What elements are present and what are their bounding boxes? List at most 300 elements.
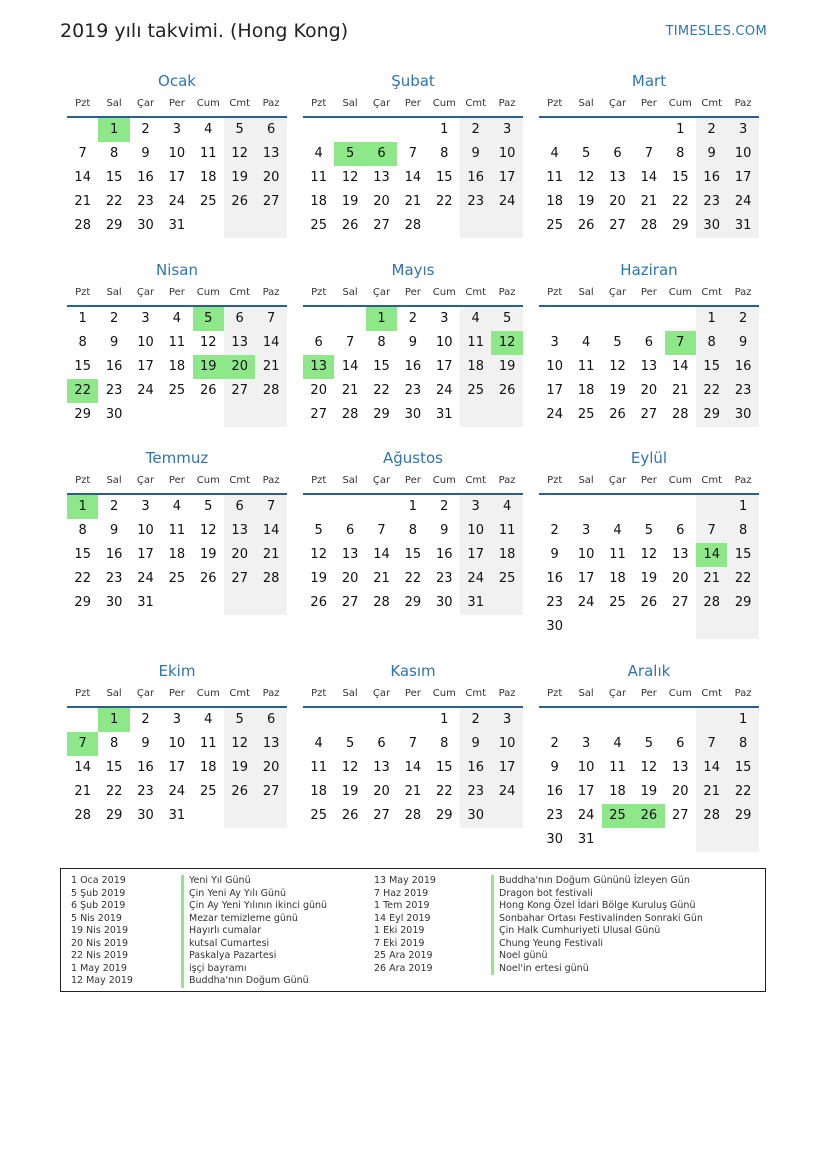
weekday-label: Pzt	[311, 98, 327, 109]
empty-cell	[397, 118, 428, 142]
empty-cell	[429, 214, 460, 238]
weekend-cell: 16	[696, 166, 727, 190]
legend-holiday-name: Çin Ay Yeni Yılının ikinci günü	[181, 900, 327, 913]
legend-date: 19 Nis 2019	[71, 925, 128, 936]
day-cell: 7	[408, 736, 418, 751]
weekday-label: Cmt	[465, 98, 487, 109]
weekend-cell: 10	[460, 519, 491, 543]
day-cell: 23	[105, 383, 123, 398]
day-cell: 2	[109, 499, 119, 514]
day-cell: 24	[577, 595, 595, 610]
weekday-label: Sal	[578, 98, 594, 109]
day-cell: 29	[373, 407, 390, 422]
legend-date: 13 May 2019	[374, 875, 436, 886]
day-cell: 27	[373, 218, 390, 233]
weekend-cell: 11	[491, 519, 522, 543]
day-cell: 29	[672, 218, 689, 233]
day-cell: 30	[546, 619, 563, 634]
day-cell: 7	[345, 335, 355, 350]
legend-date: 7 Eki 2019	[374, 937, 425, 949]
day-cell: 10	[577, 547, 595, 562]
day-cell: 17	[436, 359, 453, 374]
legend-date: 1 Eki 2019	[374, 925, 425, 936]
weekend-cell: 5	[224, 708, 255, 732]
weekend-cell: 21	[255, 355, 286, 379]
empty-cell	[67, 708, 98, 732]
weekend-cell: 15	[696, 355, 727, 379]
month-name: Aralık	[627, 662, 671, 680]
day-cell: 20	[373, 194, 390, 209]
weekend-cell: 29	[727, 591, 758, 615]
day-cell: 28	[74, 218, 91, 233]
holiday-cell: 5	[334, 142, 365, 166]
empty-cell	[602, 828, 633, 852]
day-cell: 10	[137, 335, 154, 350]
day-cell: 12	[310, 547, 327, 562]
weekend-cell: 17	[460, 543, 491, 567]
weekend-cell: 27	[224, 567, 255, 591]
weekend-cell: 19	[224, 166, 255, 190]
empty-weekend-cell	[255, 214, 286, 238]
day-cell: 28	[373, 595, 390, 610]
empty-cell	[665, 828, 696, 852]
weekend-cell: 13	[224, 519, 255, 543]
day-cell: 26	[310, 595, 327, 610]
empty-weekend-cell	[491, 804, 522, 828]
day-cell: 3	[172, 122, 182, 137]
empty-cell	[397, 708, 428, 732]
weekday-label: Paz	[734, 287, 752, 298]
day-cell: 18	[546, 194, 563, 209]
weekday-label: Cmt	[465, 287, 487, 298]
day-cell: 9	[141, 146, 150, 161]
weekend-cell: 30	[727, 403, 758, 427]
day-cell: 12	[200, 335, 217, 350]
day-cell: 29	[105, 808, 123, 823]
empty-weekend-cell	[224, 591, 255, 615]
day-cell: 25	[609, 595, 626, 610]
day-cell: 6	[676, 523, 685, 538]
weekday-label: Sal	[578, 475, 594, 486]
empty-cell	[665, 615, 696, 639]
day-cell: 9	[141, 736, 150, 751]
day-cell: 4	[314, 146, 323, 161]
day-cell: 18	[200, 760, 217, 775]
month-name: Nisan	[156, 261, 198, 279]
day-cell: 6	[345, 523, 355, 538]
weekend-cell: 5	[224, 118, 255, 142]
day-cell: 17	[577, 571, 595, 586]
weekday-label: Sal	[578, 287, 594, 298]
day-cell: 29	[105, 218, 123, 233]
day-cell: 30	[105, 595, 123, 610]
holiday-cell: 12	[491, 331, 522, 355]
day-cell: 15	[105, 760, 123, 775]
day-cell: 3	[141, 499, 150, 514]
day-cell: 30	[404, 407, 422, 422]
day-cell: 16	[137, 170, 154, 185]
page-title: 2019 yılı takvimi. (Hong Kong)	[60, 20, 349, 42]
weekend-cell: 7	[255, 307, 286, 331]
weekday-label: Per	[404, 688, 421, 699]
weekend-cell: 3	[460, 495, 491, 519]
weekday-label: Cum	[668, 98, 692, 109]
legend-names-left	[181, 875, 327, 988]
day-cell: 2	[550, 523, 559, 538]
day-cell: 18	[310, 194, 327, 209]
day-cell: 16	[404, 359, 422, 374]
weekend-cell: 26	[224, 780, 255, 804]
weekday-label: Pzt	[547, 98, 563, 109]
weekday-label: Per	[404, 287, 421, 298]
day-cell: 17	[168, 760, 186, 775]
day-cell: 14	[341, 359, 359, 374]
day-cell: 12	[341, 760, 359, 775]
day-cell: 5	[314, 523, 323, 538]
day-cell: 13	[609, 170, 626, 185]
weekday-label: Cum	[668, 688, 692, 699]
empty-weekend-cell	[696, 495, 727, 519]
day-cell: 8	[676, 146, 685, 161]
weekend-cell: 12	[224, 142, 255, 166]
weekday-label: Pzt	[311, 287, 327, 298]
weekend-cell: 5	[491, 307, 522, 331]
day-cell: 12	[609, 359, 626, 374]
day-cell: 17	[168, 170, 186, 185]
weekend-cell: 31	[727, 214, 758, 238]
weekday-label: Paz	[734, 98, 752, 109]
weekday-label: Pzt	[75, 287, 91, 298]
day-cell: 20	[672, 784, 689, 799]
legend-holiday-name: Noel'in ertesi günü	[491, 963, 703, 976]
weekday-label: Pzt	[75, 475, 91, 486]
weekend-cell: 19	[491, 355, 522, 379]
weekday-label: Çar	[136, 287, 155, 298]
day-cell: 21	[404, 784, 422, 799]
day-cell: 30	[105, 407, 123, 422]
empty-cell	[193, 591, 224, 615]
day-cell: 1	[440, 122, 449, 137]
weekday-label: Per	[640, 287, 657, 298]
holiday-cell: 22	[67, 379, 98, 403]
month-name: Haziran	[620, 261, 678, 279]
empty-cell	[303, 708, 334, 732]
weekday-label: Per	[640, 475, 657, 486]
day-cell: 7	[644, 146, 654, 161]
holiday-cell: 26	[633, 804, 664, 828]
day-cell: 15	[436, 170, 453, 185]
day-cell: 13	[640, 359, 658, 374]
weekend-cell: 7	[696, 732, 727, 756]
day-cell: 2	[440, 499, 449, 514]
day-cell: 17	[137, 547, 154, 562]
legend-holiday-name: Paskalya Pazartesi	[181, 950, 327, 963]
empty-cell	[665, 708, 696, 732]
weekend-cell: 14	[255, 519, 286, 543]
day-cell: 19	[609, 383, 626, 398]
day-cell: 27	[341, 595, 359, 610]
empty-cell	[633, 615, 664, 639]
weekend-cell: 28	[696, 591, 727, 615]
day-cell: 21	[373, 571, 390, 586]
empty-weekend-cell	[727, 615, 758, 639]
day-cell: 6	[644, 335, 654, 350]
weekday-label: Per	[404, 98, 421, 109]
day-cell: 28	[640, 218, 658, 233]
day-cell: 14	[404, 760, 422, 775]
weekend-cell: 18	[460, 355, 491, 379]
day-cell: 30	[137, 808, 154, 823]
day-cell: 26	[200, 571, 217, 586]
day-cell: 20	[609, 194, 626, 209]
holiday-cell: 7	[665, 331, 696, 355]
weekday-label: Sal	[106, 287, 122, 298]
day-cell: 12	[200, 523, 217, 538]
day-cell: 4	[172, 311, 182, 326]
empty-cell	[303, 307, 334, 331]
day-cell: 10	[168, 146, 186, 161]
day-cell: 9	[550, 547, 559, 562]
weekday-label: Cmt	[701, 688, 723, 699]
day-cell: 3	[581, 523, 591, 538]
holiday-cell: 20	[224, 355, 255, 379]
day-cell: 4	[314, 736, 323, 751]
empty-weekend-cell	[491, 591, 522, 615]
weekend-cell: 16	[460, 756, 491, 780]
day-cell: 12	[341, 170, 359, 185]
weekend-cell: 23	[727, 379, 758, 403]
weekday-label: Sal	[342, 475, 358, 486]
empty-cell	[665, 495, 696, 519]
day-cell: 15	[105, 170, 123, 185]
weekend-cell: 13	[255, 732, 286, 756]
day-cell: 18	[310, 784, 327, 799]
weekday-label: Cmt	[701, 287, 723, 298]
weekend-cell: 25	[491, 567, 522, 591]
weekday-label: Sal	[106, 475, 122, 486]
day-cell: 8	[78, 335, 87, 350]
day-cell: 24	[436, 383, 453, 398]
holiday-cell: 1	[366, 307, 397, 331]
day-cell: 28	[341, 407, 359, 422]
weekend-cell: 1	[727, 708, 758, 732]
weekday-label: Çar	[608, 287, 627, 298]
day-cell: 8	[78, 523, 87, 538]
day-cell: 19	[640, 571, 658, 586]
weekend-cell: 23	[460, 780, 491, 804]
day-cell: 4	[581, 335, 591, 350]
day-cell: 18	[200, 170, 217, 185]
weekday-label: Per	[640, 98, 657, 109]
day-cell: 12	[577, 170, 595, 185]
weekend-cell: 15	[727, 543, 758, 567]
legend-holiday-name: Hong Kong Özel İdari Bölge Kuruluş Günü	[491, 900, 703, 913]
weekday-label: Pzt	[547, 287, 563, 298]
empty-cell	[570, 495, 601, 519]
day-cell: 15	[404, 547, 422, 562]
day-cell: 14	[404, 170, 422, 185]
day-cell: 2	[109, 311, 119, 326]
weekday-label: Pzt	[547, 475, 563, 486]
weekday-label: Sal	[342, 98, 358, 109]
empty-weekend-cell	[224, 804, 255, 828]
day-cell: 22	[436, 784, 453, 799]
empty-cell	[193, 804, 224, 828]
weekday-label: Cum	[668, 287, 692, 298]
day-cell: 28	[74, 808, 91, 823]
empty-cell	[539, 118, 570, 142]
day-cell: 5	[345, 736, 355, 751]
day-cell: 4	[550, 146, 559, 161]
weekend-cell: 24	[727, 190, 758, 214]
weekday-label: Pzt	[547, 688, 563, 699]
day-cell: 20	[310, 383, 327, 398]
day-cell: 16	[137, 760, 154, 775]
weekday-label: Paz	[262, 98, 280, 109]
holiday-legend	[60, 868, 766, 992]
weekend-cell: 17	[491, 756, 522, 780]
empty-weekend-cell	[491, 403, 522, 427]
weekend-cell: 28	[255, 567, 286, 591]
legend-date: 14 Eyl 2019	[374, 912, 431, 924]
day-cell: 9	[440, 523, 449, 538]
legend-holiday-name: Mezar temizleme günü	[181, 913, 327, 926]
weekend-cell: 22	[727, 780, 758, 804]
weekday-label: Sal	[106, 98, 122, 109]
weekend-cell: 15	[727, 756, 758, 780]
weekend-cell: 30	[696, 214, 727, 238]
weekend-cell: 6	[255, 708, 286, 732]
day-cell: 22	[105, 194, 123, 209]
weekday-label: Çar	[608, 688, 627, 699]
day-cell: 2	[141, 122, 150, 137]
weekend-cell: 11	[460, 331, 491, 355]
legend-date: 26 Ara 2019	[374, 962, 433, 974]
day-cell: 26	[200, 383, 217, 398]
weekday-label: Per	[404, 475, 421, 486]
day-cell: 6	[314, 335, 323, 350]
weekend-cell: 31	[460, 591, 491, 615]
day-cell: 3	[172, 712, 182, 727]
day-cell: 27	[672, 595, 689, 610]
weekday-label: Cmt	[229, 287, 251, 298]
day-cell: 23	[404, 383, 422, 398]
day-cell: 2	[141, 712, 150, 727]
day-cell: 21	[74, 194, 91, 209]
day-cell: 12	[640, 760, 658, 775]
day-cell: 7	[377, 523, 386, 538]
weekday-label: Cmt	[229, 688, 251, 699]
day-cell: 18	[609, 571, 626, 586]
legend-names-right	[491, 875, 703, 975]
weekday-label: Çar	[608, 98, 627, 109]
weekday-label: Çar	[372, 98, 391, 109]
day-cell: 20	[672, 571, 689, 586]
day-cell: 6	[676, 736, 685, 751]
legend-holiday-name: Dragon bot festivali	[491, 888, 703, 901]
empty-weekend-cell	[727, 828, 758, 852]
weekday-label: Paz	[262, 287, 280, 298]
weekend-cell: 21	[696, 567, 727, 591]
legend-date: 20 Nis 2019	[71, 937, 128, 949]
weekend-cell: 12	[224, 732, 255, 756]
weekend-cell: 18	[491, 543, 522, 567]
weekend-cell: 24	[491, 780, 522, 804]
empty-cell	[602, 307, 633, 331]
day-cell: 19	[341, 194, 359, 209]
day-cell: 4	[613, 736, 622, 751]
empty-cell	[570, 307, 601, 331]
day-cell: 26	[577, 218, 595, 233]
legend-date: 7 Haz 2019	[374, 887, 429, 899]
day-cell: 1	[676, 122, 685, 137]
weekend-cell: 28	[696, 804, 727, 828]
empty-cell	[602, 615, 633, 639]
day-cell: 15	[373, 359, 390, 374]
day-cell: 13	[373, 170, 390, 185]
weekday-label: Cmt	[701, 475, 723, 486]
day-cell: 24	[168, 784, 186, 799]
day-cell: 29	[436, 808, 453, 823]
day-cell: 21	[341, 383, 359, 398]
empty-weekend-cell	[491, 214, 522, 238]
legend-holiday-name: Sonbahar Ortası Festivalinden Sonraki Gün	[491, 913, 703, 926]
month-name: Ağustos	[383, 449, 443, 467]
weekday-label: Çar	[372, 287, 391, 298]
legend-date: 6 Şub 2019	[71, 900, 126, 911]
weekday-label: Çar	[136, 475, 155, 486]
day-cell: 7	[78, 146, 87, 161]
holiday-cell: 14	[696, 543, 727, 567]
day-cell: 6	[377, 736, 386, 751]
day-cell: 15	[74, 547, 91, 562]
day-cell: 4	[613, 523, 622, 538]
brand-link[interactable]: TIMESLES.COM	[665, 24, 767, 39]
empty-cell	[602, 495, 633, 519]
weekend-cell: 21	[696, 780, 727, 804]
holiday-cell: 7	[67, 732, 98, 756]
day-cell: 1	[440, 712, 449, 727]
empty-weekend-cell	[255, 403, 286, 427]
day-cell: 8	[377, 335, 386, 350]
weekday-label: Paz	[734, 688, 752, 699]
day-cell: 17	[577, 784, 595, 799]
weekend-cell: 16	[460, 166, 491, 190]
weekday-label: Paz	[262, 688, 280, 699]
weekend-cell: 28	[255, 379, 286, 403]
day-cell: 27	[609, 218, 626, 233]
weekday-label: Per	[168, 98, 185, 109]
weekend-cell: 29	[727, 804, 758, 828]
legend-date: 5 Şub 2019	[71, 887, 126, 899]
weekday-label: Sal	[342, 287, 358, 298]
weekday-label: Paz	[498, 98, 516, 109]
holiday-cell: 5	[193, 307, 224, 331]
legend-holiday-name: Buddha'nın Doğum Günü	[181, 975, 327, 988]
day-cell: 15	[436, 760, 453, 775]
empty-cell	[633, 708, 664, 732]
day-cell: 22	[373, 383, 390, 398]
weekend-cell: 2	[460, 708, 491, 732]
weekday-label: Cum	[196, 287, 220, 298]
day-cell: 5	[581, 146, 591, 161]
day-cell: 25	[168, 383, 186, 398]
day-cell: 5	[204, 499, 213, 514]
day-cell: 25	[546, 218, 563, 233]
empty-weekend-cell	[224, 214, 255, 238]
day-cell: 19	[577, 194, 595, 209]
empty-cell	[602, 118, 633, 142]
